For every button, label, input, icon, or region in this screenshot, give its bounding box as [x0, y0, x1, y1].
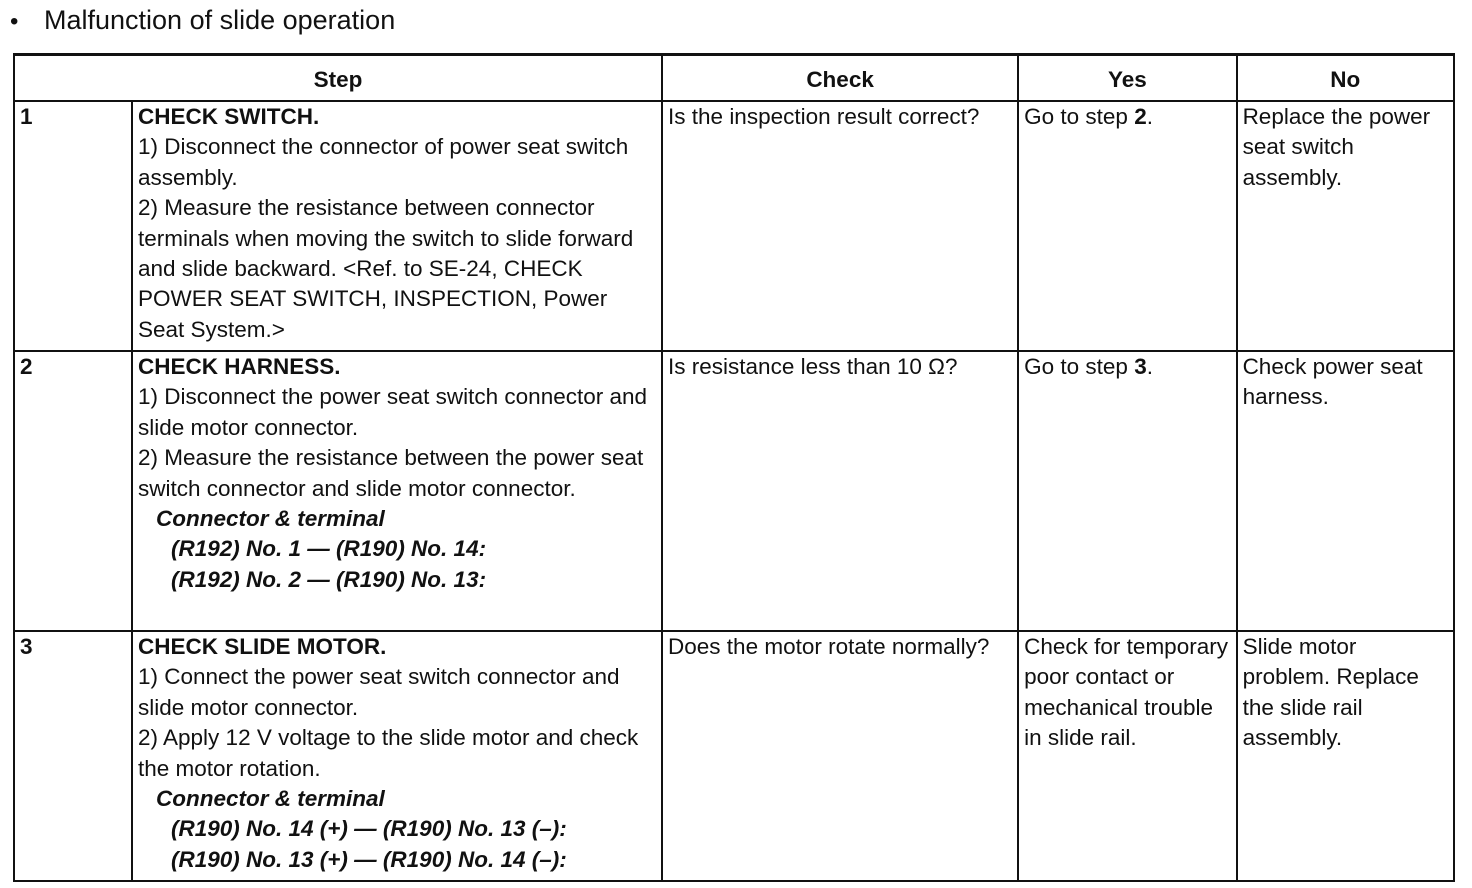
connector-terminal-label: Connector & terminal [156, 506, 385, 532]
connector-terminal-pair: (R192) No. 2 — (R190) No. 13: [171, 566, 487, 592]
step-instruction: 1) Disconnect the power seat switch connector and slide motor connector. [138, 384, 648, 440]
connector-terminal-label: Connector & terminal [156, 786, 385, 812]
no-cell: Check power seat harness. [1237, 351, 1454, 631]
yes-text: Go to step [1024, 354, 1135, 379]
table-row [14, 351, 1454, 631]
table-header-row [14, 55, 1454, 102]
step-instruction: 2) Measure the resistance between the power seat switch connector and slide motor connector. [138, 445, 644, 501]
check-cell: Is the inspection result correct? [662, 101, 1018, 351]
header-check: Check [662, 55, 1018, 102]
check-cell: Does the motor rotate normally? [662, 631, 1018, 881]
step-instruction: 1) Connect the power seat switch connector and slide motor connector. [138, 664, 620, 720]
step-instruction: 2) Apply 12 V voltage to the slide motor and check the motor rotation. [138, 725, 639, 781]
step-description [132, 631, 662, 881]
yes-suffix: . [1146, 354, 1153, 379]
step-title: CHECK SWITCH. [138, 104, 320, 129]
connector-terminal-pair: (R190) No. 13 (+) — (R190) No. 14 (–): [171, 846, 567, 872]
section-heading [10, 2, 395, 40]
no-cell: Replace the power seat switch assembly. [1237, 101, 1454, 351]
yes-text: Check for temporary poor contact or mechanical trouble in slide rail. [1024, 634, 1228, 751]
step-number: 3 [14, 631, 132, 881]
section-title: Malfunction of slide operation [44, 5, 396, 35]
header-no: No [1237, 55, 1454, 102]
bullet-icon: • [10, 8, 19, 35]
yes-step-link: 2 [1134, 104, 1147, 129]
no-cell: Slide motor problem. Replace the slide rail assembly. [1237, 631, 1454, 881]
step-description [132, 351, 662, 631]
connector-terminal-pair: (R190) No. 14 (+) — (R190) No. 13 (–): [171, 816, 567, 842]
yes-cell [1018, 351, 1236, 631]
check-cell: Is resistance less than 10 Ω? [662, 351, 1018, 631]
yes-step-link: 3 [1134, 354, 1147, 379]
step-number: 2 [14, 351, 132, 631]
yes-text: Go to step [1024, 104, 1135, 129]
connector-terminal-pair: (R192) No. 1 — (R190) No. 14: [171, 536, 487, 562]
step-title: CHECK HARNESS. [138, 354, 341, 379]
header-step: Step [14, 55, 662, 102]
yes-cell [1018, 101, 1236, 351]
table-row [14, 631, 1454, 881]
yes-suffix: . [1146, 104, 1153, 129]
table-row [14, 101, 1454, 351]
header-yes: Yes [1018, 55, 1236, 102]
step-title: CHECK SLIDE MOTOR. [138, 634, 387, 659]
yes-cell [1018, 631, 1236, 881]
diagnosis-table [13, 53, 1455, 882]
step-description [132, 101, 662, 351]
step-instruction: 2) Measure the resistance between connector terminals when moving the switch to slide forward and slide backward. <Ref. to SE-24, CHECK POWER SEAT SWITCH, INSPECTION, Power Seat System.> [138, 195, 634, 342]
step-number: 1 [14, 101, 132, 351]
step-instruction: 1) Disconnect the connector of power seat switch assembly. [138, 134, 629, 190]
